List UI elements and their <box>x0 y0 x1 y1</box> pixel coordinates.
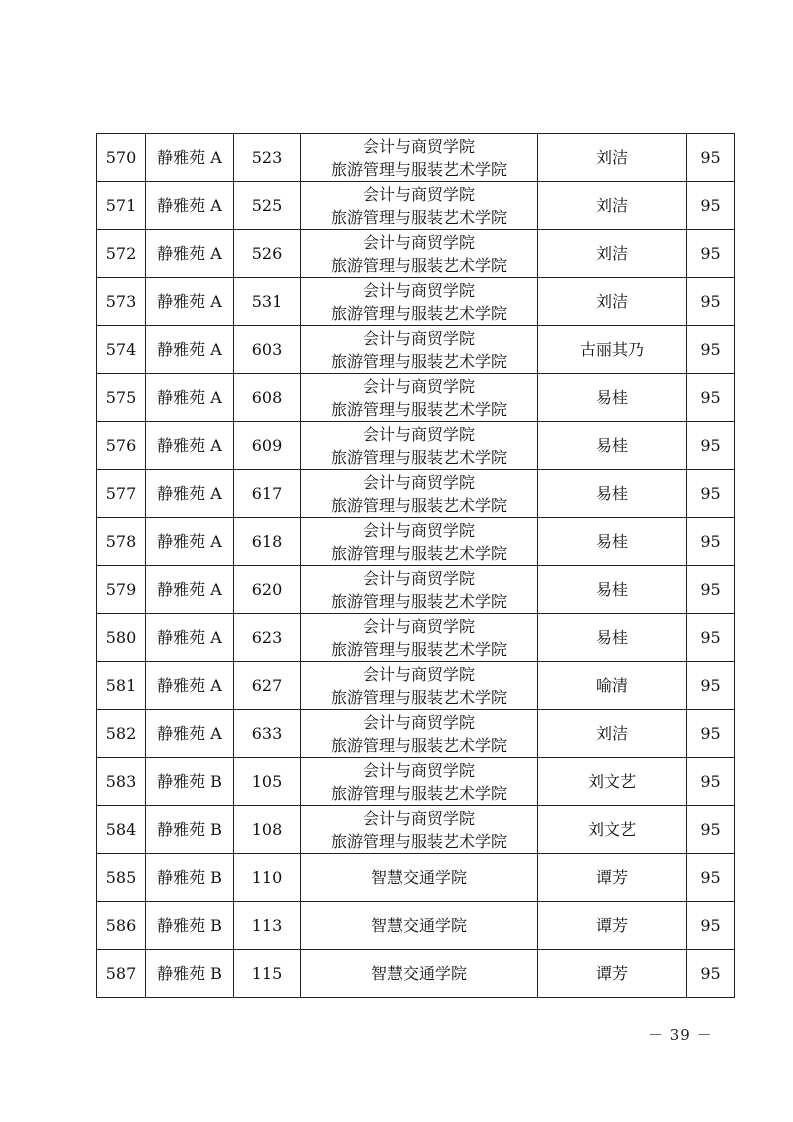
college-cell <box>301 470 538 518</box>
room-cell: 523 <box>234 134 301 182</box>
college-name: 旅游管理与服装艺术学院 <box>330 255 507 275</box>
row-number-cell: 579 <box>97 566 146 614</box>
college-name: 智慧交通学院 <box>370 868 467 887</box>
table-row <box>97 134 735 182</box>
person-cell: 喻清 <box>538 662 687 710</box>
college-name: 旅游管理与服装艺术学院 <box>330 591 507 611</box>
college-name: 会计与商贸学院 <box>362 328 475 348</box>
college-name: 会计与商贸学院 <box>362 184 475 204</box>
score-cell: 95 <box>687 326 735 374</box>
building-cell: 静雅苑 A <box>146 470 234 518</box>
row-number-cell: 572 <box>97 230 146 278</box>
college-cell <box>301 902 538 950</box>
college-name: 旅游管理与服装艺术学院 <box>330 639 507 659</box>
table-row <box>97 182 735 230</box>
college-name: 旅游管理与服装艺术学院 <box>330 735 507 755</box>
building-cell: 静雅苑 A <box>146 662 234 710</box>
score-cell: 95 <box>687 950 735 998</box>
college-cell <box>301 950 538 998</box>
row-number-cell: 583 <box>97 758 146 806</box>
room-cell: 526 <box>234 230 301 278</box>
college-cell <box>301 806 538 854</box>
building-cell: 静雅苑 B <box>146 902 234 950</box>
person-cell: 刘文艺 <box>538 758 687 806</box>
college-name: 会计与商贸学院 <box>362 616 475 636</box>
building-cell: 静雅苑 A <box>146 230 234 278</box>
college-name: 智慧交通学院 <box>370 916 467 935</box>
college-name: 会计与商贸学院 <box>362 424 475 444</box>
person-cell: 谭芳 <box>538 854 687 902</box>
person-cell: 易桂 <box>538 518 687 566</box>
college-name: 旅游管理与服装艺术学院 <box>330 303 507 323</box>
table-row <box>97 950 735 998</box>
room-cell: 608 <box>234 374 301 422</box>
room-cell: 633 <box>234 710 301 758</box>
dormitory-score-table <box>96 133 735 998</box>
room-cell: 618 <box>234 518 301 566</box>
row-number-cell: 585 <box>97 854 146 902</box>
college-cell <box>301 710 538 758</box>
college-name: 旅游管理与服装艺术学院 <box>330 687 507 707</box>
person-cell: 刘文艺 <box>538 806 687 854</box>
college-cell <box>301 614 538 662</box>
row-number-cell: 571 <box>97 182 146 230</box>
person-cell: 刘洁 <box>538 182 687 230</box>
table-row <box>97 566 735 614</box>
table-row <box>97 422 735 470</box>
building-cell: 静雅苑 A <box>146 710 234 758</box>
row-number-cell: 570 <box>97 134 146 182</box>
row-number-cell: 580 <box>97 614 146 662</box>
college-cell <box>301 422 538 470</box>
table-row <box>97 854 735 902</box>
building-cell: 静雅苑 A <box>146 182 234 230</box>
person-cell: 刘洁 <box>538 710 687 758</box>
college-cell <box>301 662 538 710</box>
table-row <box>97 662 735 710</box>
score-cell: 95 <box>687 806 735 854</box>
college-name: 会计与商贸学院 <box>362 664 475 684</box>
room-cell: 108 <box>234 806 301 854</box>
college-name: 会计与商贸学院 <box>362 808 475 828</box>
room-cell: 609 <box>234 422 301 470</box>
building-cell: 静雅苑 B <box>146 806 234 854</box>
score-cell: 95 <box>687 518 735 566</box>
page-number: － 39 － <box>648 1026 713 1044</box>
row-number-cell: 586 <box>97 902 146 950</box>
score-cell: 95 <box>687 134 735 182</box>
college-name: 会计与商贸学院 <box>362 232 475 252</box>
building-cell: 静雅苑 A <box>146 134 234 182</box>
college-name: 会计与商贸学院 <box>362 472 475 492</box>
row-number-cell: 573 <box>97 278 146 326</box>
college-name: 旅游管理与服装艺术学院 <box>330 495 507 515</box>
row-number-cell: 576 <box>97 422 146 470</box>
room-cell: 603 <box>234 326 301 374</box>
room-cell: 617 <box>234 470 301 518</box>
college-name: 旅游管理与服装艺术学院 <box>330 447 507 467</box>
college-name: 旅游管理与服装艺术学院 <box>330 399 507 419</box>
score-cell: 95 <box>687 710 735 758</box>
college-cell <box>301 278 538 326</box>
college-cell <box>301 758 538 806</box>
college-cell <box>301 518 538 566</box>
person-cell: 谭芳 <box>538 950 687 998</box>
room-cell: 627 <box>234 662 301 710</box>
score-cell: 95 <box>687 422 735 470</box>
score-cell: 95 <box>687 902 735 950</box>
person-cell: 易桂 <box>538 614 687 662</box>
room-cell: 525 <box>234 182 301 230</box>
row-number-cell: 574 <box>97 326 146 374</box>
building-cell: 静雅苑 A <box>146 278 234 326</box>
building-cell: 静雅苑 B <box>146 758 234 806</box>
score-cell: 95 <box>687 470 735 518</box>
college-name: 旅游管理与服装艺术学院 <box>330 159 507 179</box>
college-name: 旅游管理与服装艺术学院 <box>330 783 507 803</box>
room-cell: 110 <box>234 854 301 902</box>
row-number-cell: 582 <box>97 710 146 758</box>
room-cell: 105 <box>234 758 301 806</box>
college-name: 旅游管理与服装艺术学院 <box>330 351 507 371</box>
score-cell: 95 <box>687 278 735 326</box>
college-cell <box>301 854 538 902</box>
room-cell: 113 <box>234 902 301 950</box>
building-cell: 静雅苑 B <box>146 950 234 998</box>
room-cell: 531 <box>234 278 301 326</box>
person-cell: 易桂 <box>538 470 687 518</box>
building-cell: 静雅苑 A <box>146 326 234 374</box>
score-cell: 95 <box>687 182 735 230</box>
person-cell: 古丽其乃 <box>538 326 687 374</box>
college-name: 会计与商贸学院 <box>362 520 475 540</box>
row-number-cell: 577 <box>97 470 146 518</box>
score-cell: 95 <box>687 758 735 806</box>
row-number-cell: 584 <box>97 806 146 854</box>
row-number-cell: 581 <box>97 662 146 710</box>
table-body <box>97 134 735 998</box>
score-cell: 95 <box>687 374 735 422</box>
score-cell: 95 <box>687 662 735 710</box>
score-cell: 95 <box>687 230 735 278</box>
score-cell: 95 <box>687 854 735 902</box>
college-name: 会计与商贸学院 <box>362 376 475 396</box>
college-cell <box>301 134 538 182</box>
table-row <box>97 806 735 854</box>
college-name: 会计与商贸学院 <box>362 760 475 780</box>
score-cell: 95 <box>687 566 735 614</box>
room-cell: 623 <box>234 614 301 662</box>
room-cell: 620 <box>234 566 301 614</box>
table-row <box>97 902 735 950</box>
row-number-cell: 575 <box>97 374 146 422</box>
building-cell: 静雅苑 B <box>146 854 234 902</box>
building-cell: 静雅苑 A <box>146 566 234 614</box>
building-cell: 静雅苑 A <box>146 614 234 662</box>
person-cell: 刘洁 <box>538 230 687 278</box>
row-number-cell: 587 <box>97 950 146 998</box>
table-row <box>97 518 735 566</box>
person-cell: 谭芳 <box>538 902 687 950</box>
table-row <box>97 470 735 518</box>
college-name: 旅游管理与服装艺术学院 <box>330 543 507 563</box>
person-cell: 刘洁 <box>538 134 687 182</box>
person-cell: 易桂 <box>538 566 687 614</box>
college-cell <box>301 374 538 422</box>
table-row <box>97 278 735 326</box>
college-name: 旅游管理与服装艺术学院 <box>330 207 507 227</box>
college-name: 会计与商贸学院 <box>362 568 475 588</box>
college-cell <box>301 326 538 374</box>
college-name: 会计与商贸学院 <box>362 712 475 732</box>
table-row <box>97 230 735 278</box>
table-row <box>97 374 735 422</box>
row-number-cell: 578 <box>97 518 146 566</box>
college-name: 会计与商贸学院 <box>362 136 475 156</box>
college-cell <box>301 182 538 230</box>
college-cell <box>301 230 538 278</box>
building-cell: 静雅苑 A <box>146 374 234 422</box>
person-cell: 刘洁 <box>538 278 687 326</box>
building-cell: 静雅苑 A <box>146 422 234 470</box>
person-cell: 易桂 <box>538 374 687 422</box>
college-cell <box>301 566 538 614</box>
room-cell: 115 <box>234 950 301 998</box>
table-row <box>97 758 735 806</box>
table-row <box>97 710 735 758</box>
college-name: 会计与商贸学院 <box>362 280 475 300</box>
table-row <box>97 326 735 374</box>
score-cell: 95 <box>687 614 735 662</box>
building-cell: 静雅苑 A <box>146 518 234 566</box>
college-name: 智慧交通学院 <box>370 964 467 983</box>
table-row <box>97 614 735 662</box>
college-name: 旅游管理与服装艺术学院 <box>330 831 507 851</box>
person-cell: 易桂 <box>538 422 687 470</box>
